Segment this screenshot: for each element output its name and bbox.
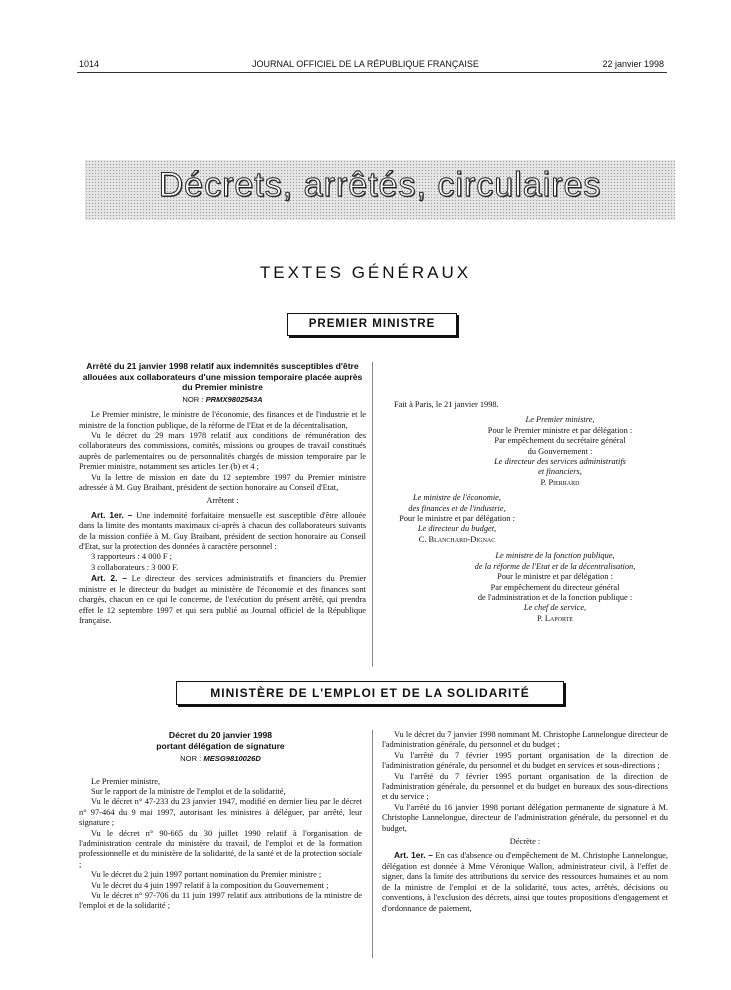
arrete-para: Le Premier ministre, le ministre de l'économie, des finances et de l'industrie et le ministre de la fonction publique, de la réforme de l'Etat et de la décentralisation, — [79, 410, 366, 430]
sig-line: de l'administration et de la fonction publique : — [477, 592, 633, 602]
decret-para: Vu le décret du 2 juin 1997 portant nomination du Premier ministre ; — [91, 870, 322, 880]
nor-label: NOR : — [182, 394, 204, 404]
sig-line: Le directeur des services administratifs — [494, 457, 626, 467]
decret-column-left — [79, 730, 362, 912]
decret-para: Le Premier ministre, — [91, 776, 161, 786]
decret-para: Vu le décret n° 90-665 du 30 juillet 1990 relatif à l'organisation de l'administration centrale du ministère du travail, de l'emploi et de la formation professionnelle et du ministère de la solidarité, de la santé et de la protection sociale ; — [79, 828, 362, 869]
sig-line: Pour le ministre et par délégation : — [497, 572, 613, 582]
sig-line: Le ministre de la fonction publique, — [495, 551, 615, 561]
arrete-para: Vu la lettre de mission en date du 12 septembre 1997 du Premier ministre adressée à M. Guy Braibant, président de section honoraire au Conseil d'Etat, — [79, 472, 366, 493]
header-rule — [77, 72, 667, 73]
article-2 — [79, 573, 366, 626]
ministry-box-premier-ministre: PREMIER MINISTRE — [287, 313, 457, 336]
decret-column-right — [382, 730, 668, 914]
arretent: Arrêtent : — [206, 496, 239, 506]
header-date: 22 janvier 1998 — [602, 59, 664, 69]
nor-code: PRMX9802543A — [205, 394, 263, 404]
sig-line: et financiers, — [538, 467, 582, 477]
signatory-name: C. Blanchard-Dignac — [418, 534, 496, 544]
ministry-box-emploi-solidarite: MINISTÈRE DE L'EMPLOI ET DE LA SOLIDARITÉ — [176, 681, 564, 705]
decrete: Décrète : — [509, 837, 541, 847]
decret-para: Vu le décret du 7 janvier 1998 nommant M. Christophe Lannelongue directeur de l'administration générale, du personnel et du budget ; — [382, 730, 668, 750]
sig-line: Le Premier ministre, — [525, 415, 595, 425]
page-number: 1014 — [79, 59, 100, 69]
decret-para: Vu l'arrêté du 7 février 1995 portant organisation de la direction de l'administration générale, du personnel et du budget en services et sous-directions ; — [382, 750, 668, 771]
article-text: Le directeur des services administratifs et financiers du Premier ministre et le directeur du budget au ministère de l'économie et des finances sont chargés, chacun en ce qui le concerne, de l'exécution du présent arrêté, qui prendra effet le 12 septembre 1997 et qui sera publié au Journal officiel de la République française. — [79, 574, 366, 625]
article-label: Art. 1er. – — [394, 850, 433, 861]
signatory-name: P. Laporte — [536, 613, 573, 623]
banner-title: Décrets, arrêtés, circulaires — [158, 166, 602, 204]
decret-subtitle: portant délégation de signature — [156, 740, 285, 751]
decret-para: Vu l'arrêté du 7 février 1995 portant organisation de la direction de l'administration générale, du personnel et du budget en bureaux des sous-directions et du service ; — [382, 771, 668, 802]
sig-line: Le chef de service, — [523, 603, 587, 613]
decret-para: Vu le décret n° 97-706 du 11 juin 1997 relatif aux attributions de la ministre de l'emploi et de la solidarité ; — [79, 891, 362, 911]
section-title: TEXTES GÉNÉRAUX — [259, 263, 472, 282]
decret-nor — [79, 754, 362, 764]
article-text: En cas d'absence ou d'empêchement de M. Christophe Lannelongue, délégation est donnée à Mme Véronique Wallon, administrateur civil, à l'effet de signer, dans la limite des attributions du service des ressources humaines et au nom de la ministre de l'emploi et de la solidarité, tous actes, arrêtés, décisions ou conventions, à l'exclusion des décrets, ainsi que toutes propositions d'engagement et d'ordonnance de paiement, — [382, 851, 668, 913]
signature-block-1 — [382, 415, 668, 488]
decret-para: Vu l'arrêté du 16 janvier 1998 portant délégation permanente de signature à M. Christophe Lannelongue, directeur de l'administration générale, du personnel et du budget, — [382, 802, 668, 833]
sig-line: de la réforme de l'Etat et de la décentralisation, — [474, 561, 636, 571]
sig-line: Par empêchement du secrétaire général — [494, 436, 626, 446]
article-line: 3 rapporteurs : 4 000 F ; — [91, 552, 172, 562]
nor-code: MESG9810026D — [203, 754, 261, 764]
section-banner — [85, 160, 675, 220]
article-line: 3 collaborateurs : 3 000 F. — [91, 562, 179, 572]
sig-line: Le directeur du budget, — [417, 524, 497, 534]
sig-line: des finances et de l'industrie, — [408, 503, 506, 513]
sig-line: Par empêchement du directeur général — [490, 582, 620, 592]
column-divider — [372, 730, 373, 958]
signatory-name: P. Pierrard — [540, 477, 580, 487]
decret-title: Décret du 20 janvier 1998 — [168, 730, 273, 740]
sig-line: Pour le ministre et par délégation : — [399, 514, 515, 524]
arrete-para: Vu le décret du 29 mars 1978 relatif aux conditions de rémunération des collaborateurs des commissions, comités, missions ou groupes de travail constitués auprès de parlementaires ou de personnalités chargés de mission temporaire par le Premier ministre, notamment ses articles 1er (b) et 4 ; — [79, 431, 366, 472]
article-text: Une indemnité forfaitaire mensuelle est susceptible d'être allouée dans la limite des montants maximaux ci-après à chacun des collaborateurs suivants de la mission confiée à M. Guy Braibant, président de section honoraire au Conseil d'Etat, sur la protection des données à caractère personnel : — [79, 510, 366, 552]
decret-para: Vu le décret n° 47-233 du 23 janvier 1947, modifié en dernier lieu par le décret n° 97-464 du 9 mai 1997, autorisant les ministres à déléguer, par arrêté, leur signature ; — [79, 797, 362, 828]
sig-line: du Gouvernement : — [527, 446, 593, 456]
decret-para: Sur le rapport de la ministre de l'emploi et de la solidarité, — [91, 787, 286, 796]
article-label: Art. 2. – — [91, 573, 127, 584]
column-divider — [372, 362, 373, 667]
arrete-column-right — [382, 400, 668, 624]
article-1 — [382, 850, 668, 913]
article-label: Art. 1er. – — [91, 509, 133, 520]
arrete-nor — [79, 395, 366, 405]
fait-a-paris: Fait à Paris, le 21 janvier 1998. — [394, 400, 499, 409]
arrete-title: Arrêté du 21 janvier 1998 relatif aux indemnités susceptibles d'être allouées aux collaborateurs d'une mission temporaire placée auprès du Premier ministre — [82, 361, 363, 393]
nor-label: NOR : — [180, 754, 202, 764]
sig-line: Le ministre de l'économie, — [412, 493, 501, 503]
signature-block-3 — [382, 551, 668, 624]
journal-title: JOURNAL OFFICIEL DE LA RÉPUBLIQUE FRANÇAISE — [252, 59, 479, 69]
article-1 — [79, 510, 366, 553]
sig-line: Pour le Premier ministre et par délégation : — [487, 425, 633, 435]
decret-para: Vu le décret du 4 juin 1997 relatif à la composition du Gouvernement ; — [91, 880, 329, 890]
arrete-column-left — [79, 361, 366, 626]
signature-block-2 — [382, 493, 532, 545]
